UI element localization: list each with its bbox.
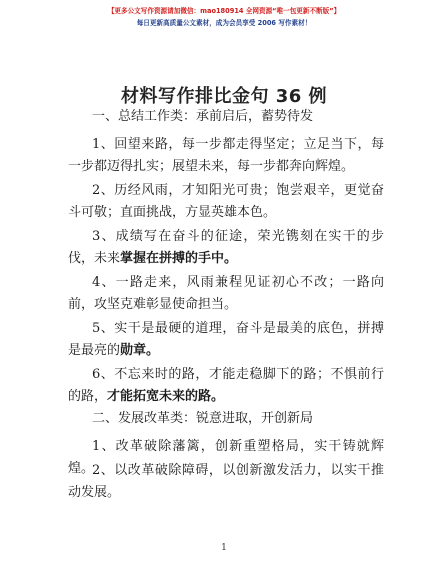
item-text-tail: 才能拓宽未来的路。 [107, 389, 225, 404]
section-heading-1: 一、总结工作类：承前启后，蓄势待发 [92, 109, 314, 124]
list-item [68, 364, 384, 408]
section-heading-2: 二、发展改革类：锐意进取，开创新局 [92, 411, 314, 426]
item-text: 2、以改革破除障碍，以创新激发活力，以实干推动发展。 [68, 463, 384, 500]
item-text: 6、不忘来时的路，才能走稳脚下的路；不惧前行的路， [68, 367, 384, 404]
item-text: 2、历经风雨，才知阳光可贵；饱尝艰辛，更觉奋斗可敬；直面挑战，方显英雄本色。 [68, 183, 384, 220]
promo-banner-line-1: 【更多公文写作资源请加微信：mao180914 全网资源“唯一包更新不断版”】 [107, 7, 341, 15]
item-text-tail: 勋章。 [120, 343, 160, 358]
list-item [68, 272, 384, 316]
item-text: 1、改革破除藩篱，创新重塑格局，实干铸就辉煌。 [68, 439, 384, 476]
list-item [68, 226, 384, 270]
document-title: 材料写作排比金句 36 例 [120, 86, 328, 107]
item-text: 1、回望来路，每一步都走得坚定；立足当下，每一步都迈得扎实；展望未来，每一步都奔向辉煌。 [68, 137, 384, 174]
list-item [68, 460, 384, 504]
page-number: 1 [221, 543, 227, 553]
promo-banner-line-2: 每日更新高质量公文素材，成为会员享受 2006 写作素材！ [136, 19, 312, 27]
list-item [68, 318, 384, 362]
item-text-tail: 掌握在拼搏的手中。 [120, 251, 238, 266]
item-text: 3、成绩写在奋斗的征途，荣光镌刻在实干的步伐，未来 [68, 229, 384, 266]
list-item [68, 134, 384, 178]
item-text: 4、一路走来，风雨兼程见证初心不改；一路向前，攻坚克难彰显使命担当。 [68, 275, 384, 312]
list-item [68, 180, 384, 224]
item-text: 5、实干是最硬的道理，奋斗是最美的底色，拼搏是最亮的 [68, 321, 384, 358]
